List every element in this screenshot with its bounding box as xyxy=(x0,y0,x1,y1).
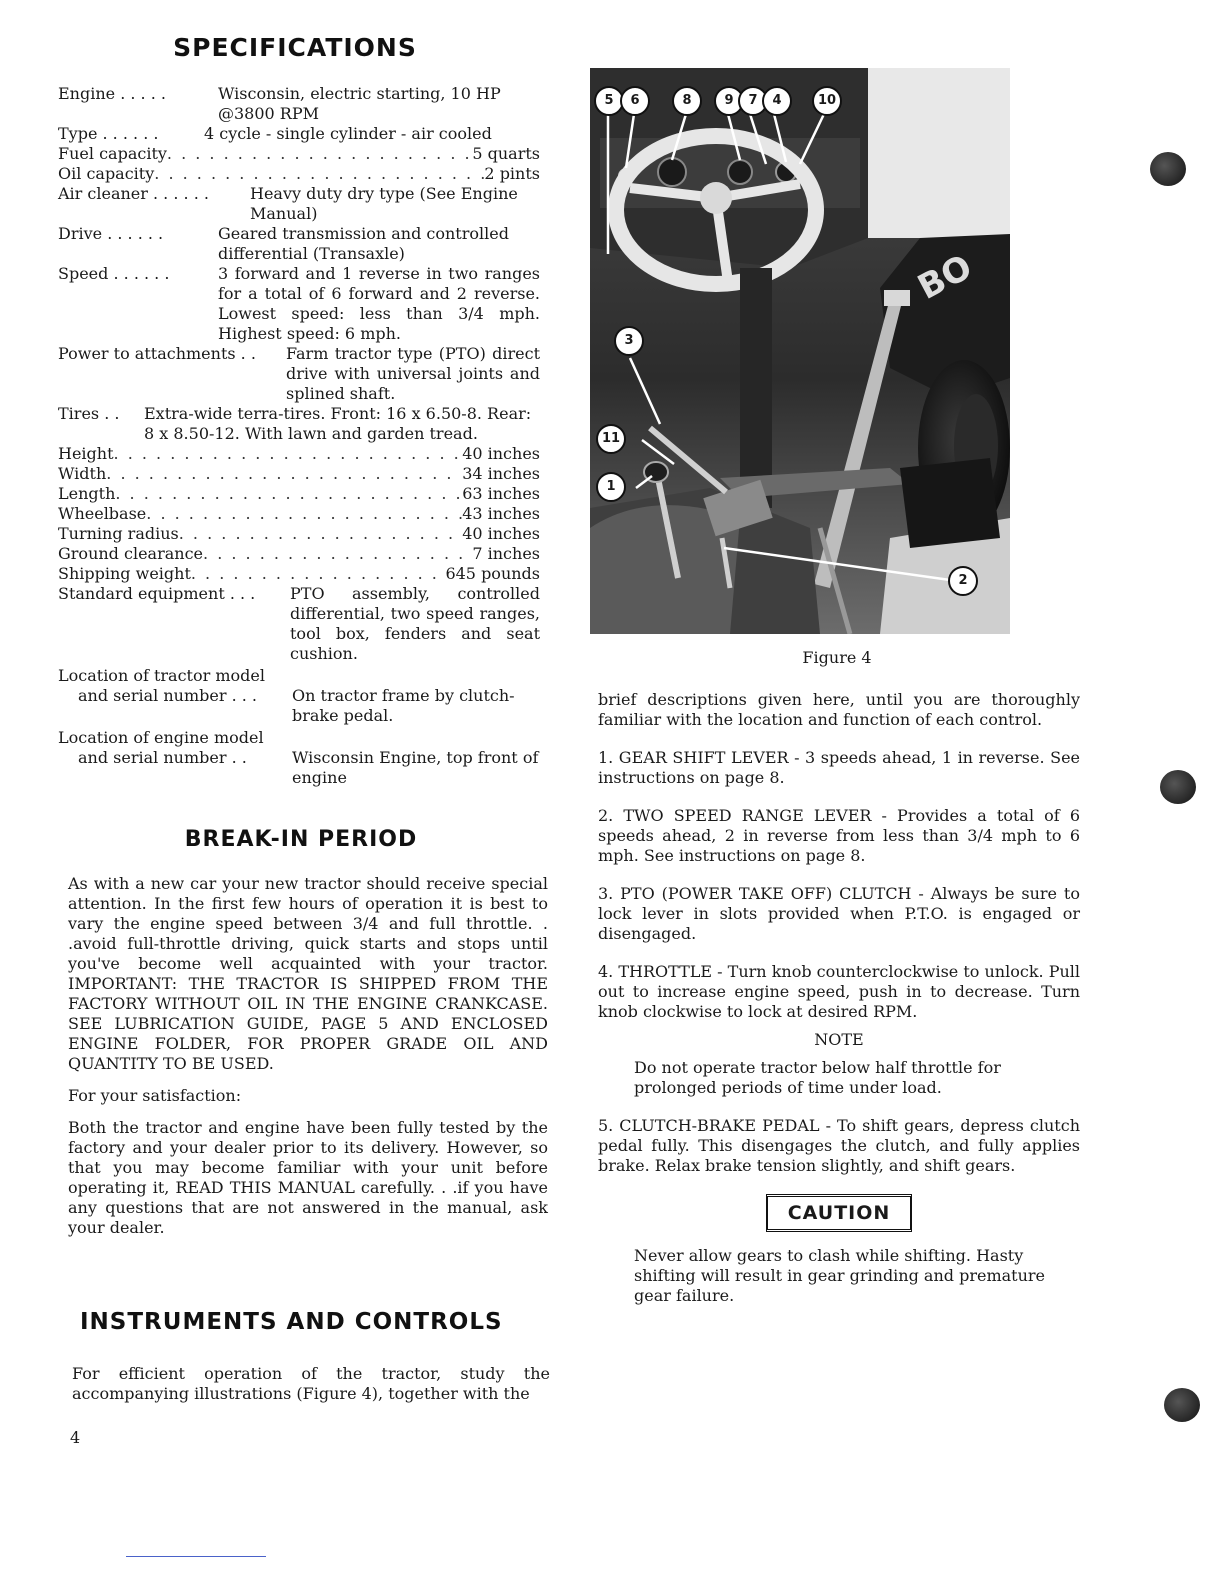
controls-section xyxy=(598,690,1080,1324)
spec-width-value: 34 inches xyxy=(462,464,540,483)
control-gear-shift: 1. GEAR SHIFT LEVER - 3 speeds ahead, 1 in reverse. See instructions on page 8. xyxy=(598,748,1080,787)
control-clutch-brake: 5. CLUTCH-BRAKE PEDAL - To shift gears, depress clutch pedal fully. This disengages the clutch, and fully applies brake. Relax brake tension slightly, and shift gears. xyxy=(598,1116,1080,1175)
punch-hole-top xyxy=(1150,152,1186,186)
caution-text: Never allow gears to clash while shifting. Hasty shifting will result in gear grinding and premature gear failure. xyxy=(634,1246,1046,1305)
control-range-lever: 2. TWO SPEED RANGE LEVER - Provides a total of 6 speeds ahead, 2 in reverse from less than 3/4 mph to 6 mph. See instructions on page 8. xyxy=(598,806,1080,865)
spec-tractor-location-value: On tractor frame by clutch-brake pedal. xyxy=(292,686,515,725)
callout-2: 2 xyxy=(948,566,978,596)
spec-engine-location-value: Wisconsin Engine, top front of engine xyxy=(292,748,539,787)
break-in-section xyxy=(68,874,548,1238)
spec-standard xyxy=(58,584,540,664)
callout-8: 8 xyxy=(672,86,702,116)
spec-standard-value: PTO assembly, controlled differential, two speed ranges, tool box, fenders and seat cushion. xyxy=(290,584,540,663)
continuation-paragraph: brief descriptions given here, until you are thoroughly familiar with the location and function of each control. xyxy=(598,690,1080,729)
instruments-heading: INSTRUMENTS AND CONTROLS xyxy=(80,1309,503,1335)
specifications-heading: SPECIFICATIONS xyxy=(173,33,417,62)
spec-speed-label: Speed . . . . . . xyxy=(58,264,170,283)
instruments-intro: For efficient operation of the tractor, study the accompanying illustrations (Figure 4), together with the xyxy=(72,1364,550,1403)
callout-7: 7 xyxy=(738,86,768,116)
spec-drive xyxy=(58,224,540,264)
spec-power xyxy=(58,344,540,404)
specifications-list xyxy=(58,84,540,788)
spec-wheelbase xyxy=(58,504,540,524)
spec-engine-location-label: and serial number . . xyxy=(78,748,247,767)
punch-hole-middle xyxy=(1160,770,1196,804)
spec-shipping xyxy=(58,564,540,584)
spec-width xyxy=(58,464,540,484)
note-text: Do not operate tractor below half throttle for prolonged periods of time under load. xyxy=(634,1058,1001,1097)
spec-engine-location xyxy=(58,728,540,788)
spec-air xyxy=(58,184,540,224)
spec-height xyxy=(58,444,540,464)
callout-1: 1 xyxy=(596,472,626,502)
page-number: 4 xyxy=(70,1428,81,1447)
tractor-controls-illustration xyxy=(590,68,1010,634)
note-title: NOTE xyxy=(814,1030,864,1049)
spec-power-label: Power to attachments . . xyxy=(58,344,256,363)
callout-9: 9 xyxy=(714,86,744,116)
spec-turning xyxy=(58,524,540,544)
figure-caption: Figure 4 xyxy=(802,648,872,667)
spec-length xyxy=(58,484,540,504)
spec-clearance-value: 7 inches xyxy=(472,544,540,563)
spec-wheelbase-value: 43 inches xyxy=(462,504,540,523)
spec-engine xyxy=(58,84,540,124)
spec-power-value: Farm tractor type (PTO) direct drive with universal joints and splined shaft. xyxy=(286,344,540,403)
spec-oil xyxy=(58,164,540,184)
spec-length-label: Length xyxy=(58,484,116,503)
spec-turning-value: 40 inches xyxy=(462,524,540,543)
spec-air-label: Air cleaner . . . . . . xyxy=(58,184,209,203)
spec-tires xyxy=(58,404,540,444)
spec-tractor-location xyxy=(58,666,540,726)
spec-speed xyxy=(58,264,540,344)
spec-oil-label: Oil capacity xyxy=(58,164,155,183)
spec-engine-location-title: Location of engine model xyxy=(58,728,264,747)
spec-type-value: 4 cycle - single cylinder - air cooled xyxy=(204,124,492,143)
spec-tires-value: Extra-wide terra-tires. Front: 16 x 6.50-8. Rear: 8 x 8.50-12. With lawn and garden tread. xyxy=(144,404,532,443)
spec-tires-label: Tires . . xyxy=(58,404,120,423)
callout-6: 6 xyxy=(620,86,650,116)
spec-fuel xyxy=(58,144,540,164)
spec-height-value: 40 inches xyxy=(462,444,540,463)
spec-fuel-value: 5 quarts xyxy=(472,144,540,163)
callout-10: 10 xyxy=(812,86,842,116)
callout-4: 4 xyxy=(762,86,792,116)
spec-tractor-location-title: Location of tractor model xyxy=(58,666,265,685)
footer-rule xyxy=(126,1556,266,1557)
punch-hole-bottom xyxy=(1164,1388,1200,1422)
spec-standard-label: Standard equipment . . . xyxy=(58,584,256,603)
callout-3: 3 xyxy=(614,326,644,356)
break-in-paragraph: As with a new car your new tractor should receive special attention. In the first few hours of operation it is best to vary the engine speed between 3/4 and full throttle. . .avoid full-throttle driving, quick starts and stops until you've become well acquainted with your tractor. IMPORTANT: THE TRACTOR IS SHIPPED FROM THE FACTORY WITHOUT OIL IN THE ENGINE CRANKCASE. SEE LUBRICATION GUIDE, PAGE 5 AND ENCLOSED ENGINE FOLDER, FOR PROPER GRADE OIL AND QUANTITY TO BE USED. xyxy=(68,874,548,1073)
tested-paragraph: Both the tractor and engine have been fully tested by the factory and your dealer prior to its delivery. However, so that you may become familiar with your unit before operating it, READ THIS MANUAL carefully. . .if you have any questions that are not answered in the manual, ask your dealer. xyxy=(68,1118,548,1237)
spec-type-label: Type . . . . . . xyxy=(58,124,159,143)
spec-shipping-value: 645 pounds xyxy=(445,564,540,583)
spec-drive-value: Geared transmission and controlled differential (Transaxle) xyxy=(218,224,509,263)
hood-lettering: BO xyxy=(911,246,979,308)
spec-shipping-label: Shipping weight xyxy=(58,564,191,583)
spec-tractor-location-label: and serial number . . . xyxy=(78,686,258,705)
spec-length-value: 63 inches xyxy=(462,484,540,503)
control-pto-clutch: 3. PTO (POWER TAKE OFF) CLUTCH - Always be sure to lock lever in slots provided when P.T.O. is engaged or disengaged. xyxy=(598,884,1080,943)
callout-5: 5 xyxy=(594,86,624,116)
spec-height-label: Height xyxy=(58,444,114,463)
spec-fuel-label: Fuel capacity xyxy=(58,144,167,163)
spec-clearance-label: Ground clearance xyxy=(58,544,204,563)
control-throttle: 4. THROTTLE - Turn knob counterclockwise to unlock. Pull out to increase engine speed, push in to decrease. Turn knob clockwise to lock at desired RPM. xyxy=(598,962,1080,1021)
spec-engine-label: Engine . . . . . xyxy=(58,84,166,103)
break-in-heading: BREAK-IN PERIOD xyxy=(184,827,418,852)
spec-drive-label: Drive . . . . . . xyxy=(58,224,164,243)
spec-oil-value: 2 pints xyxy=(484,164,540,183)
figure-4-photo xyxy=(590,68,1010,634)
callout-11: 11 xyxy=(596,424,626,454)
spec-type xyxy=(58,124,540,144)
satisfaction-line: For your satisfaction: xyxy=(68,1086,242,1105)
spec-engine-value: Wisconsin, electric starting, 10 HP @3800 RPM xyxy=(218,84,501,123)
spec-width-label: Width xyxy=(58,464,107,483)
caution-box: CAUTION xyxy=(766,1194,913,1232)
spec-air-value: Heavy duty dry type (See Engine Manual) xyxy=(250,184,518,223)
spec-speed-value: 3 forward and 1 reverse in two ranges for a total of 6 forward and 2 reverse. Lowest speed: less than 3/4 mph. Highest speed: 6 mph. xyxy=(218,264,540,343)
spec-turning-label: Turning radius xyxy=(58,524,179,543)
spec-clearance xyxy=(58,544,540,564)
spec-wheelbase-label: Wheelbase xyxy=(58,504,147,523)
